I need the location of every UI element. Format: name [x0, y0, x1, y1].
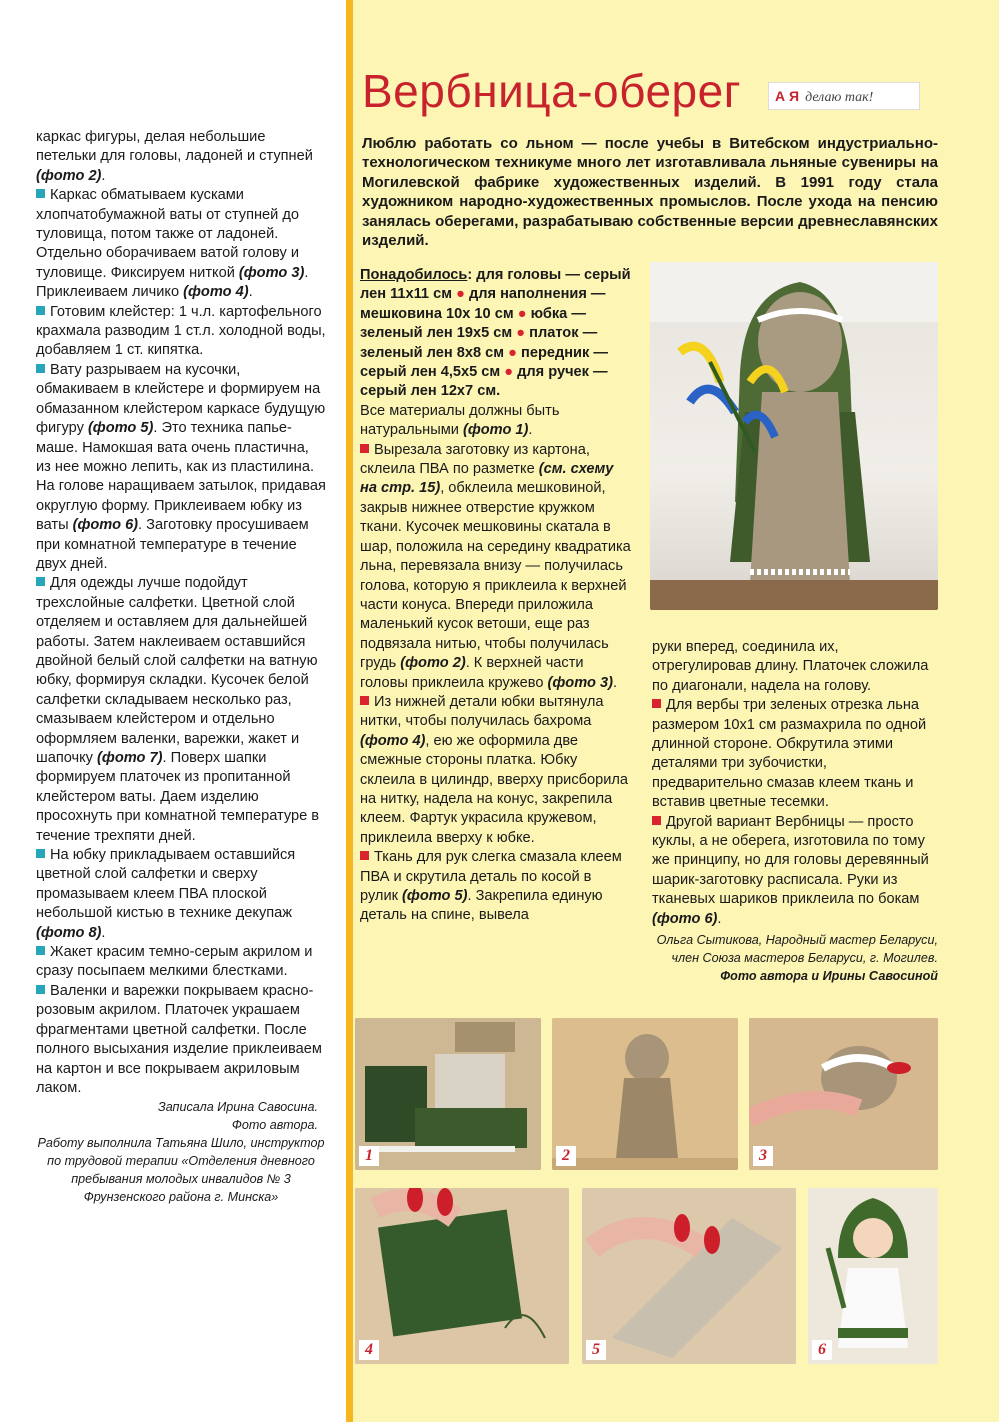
paragraph: руки вперед, соединила их, отрегулировав длину. Платочек сложила по диагонали, надела на голову. [652, 639, 929, 694]
right-column [652, 638, 938, 985]
step-photo-6 [808, 1188, 938, 1364]
step-photo-5 [582, 1188, 796, 1364]
credit-writer: Записала Ирина Савосина. [157, 1100, 318, 1115]
credit-author: Работу выполнила Татьяна Шило, инструктор по трудовой терапии «Отделения дневного пребывания молодых инвалидов № 3 Фрунзенского района г. Минска» [37, 1136, 325, 1205]
photo-number: 1 [359, 1146, 379, 1166]
painted-doll-illustration [808, 1188, 938, 1364]
paragraph: Другой вариант Вербницы — просто куклы, а не оберега, изготовила по тому же принципу, но для головы деревянный шарик-заготовку расписала. Руки из тканевых шариков приклеила по бокам (фото 6). [652, 813, 929, 927]
middle-column [360, 266, 632, 926]
main-doll-photo [650, 262, 938, 610]
paragraph: Жакет красим темно-серым акрилом и сразу посыпаем мелкими блестками. [36, 944, 313, 980]
step-photo-3 [749, 1018, 938, 1170]
bullet-icon [360, 851, 369, 860]
bullet-icon [360, 696, 369, 705]
fabric-pieces-illustration [355, 1018, 541, 1170]
bullet-icon [360, 444, 369, 453]
paragraph: каркас фигуры, делая небольшие петельки для головы, ладоней и ступней (фото 2). [36, 129, 313, 184]
paragraph: Каркас обматываем кусками хлопчатобумажной ваты от ступней до туловища, потом также от ладоней. Отдельно оборачиваем ватой голову и туловище. Фиксируем ниткой (фото 3). Приклеиваем личико (фото 4). [36, 187, 309, 301]
photo-number: 2 [556, 1146, 576, 1166]
paragraph: Ткань для рук слегка смазала клеем ПВА и скрутила деталь по косой в рулик (фото 5). Закрепила единую деталь на спине, вывела [360, 849, 622, 924]
rolled-fabric-illustration [582, 1188, 796, 1364]
bullet-icon [36, 189, 45, 198]
credit-photo: Фото автора. [231, 1118, 318, 1133]
paragraph: Валенки и варежки покрываем красно-розовым акрилом. Платочек украшаем фрагментами цветной салфетки. После полного высыхания изделие приклеиваем на картон и все покрываем акриловым лаком. [36, 982, 322, 1096]
left-column [36, 128, 326, 1206]
step-photo-4 [355, 1188, 569, 1364]
photo-number: 5 [586, 1340, 606, 1360]
article-title: Вербница-оберег [362, 65, 741, 117]
credit-photo: Фото автора и Ирины Савосиной [720, 969, 938, 984]
bullet-icon [36, 577, 45, 586]
fringe-fabric-illustration [355, 1188, 569, 1364]
paragraph: На юбку прикладываем оставшийся цветной слой салфетки и сверху промазываем клеем ПВА плоской небольшой кистью в технике декупаж (фото 8). [36, 847, 296, 941]
doll-illustration [650, 262, 938, 610]
bullet-icon [36, 364, 45, 373]
cone-figure-illustration [552, 1018, 738, 1170]
materials-list: Понадобилось: для головы — серый лен 11х11 см ● для наполнения — мешковина 10х 10 см ● юбка — зеленый лен 19х5 см ● платок — зеленый лен 8х8 см ● передник — серый лен 4,5х5 см ● для ручек — серый лен 12х7 см. [360, 267, 631, 400]
orange-divider [346, 0, 353, 1422]
bullet-icon [36, 946, 45, 955]
bullet-icon [36, 306, 45, 315]
bullet-icon [652, 699, 661, 708]
bullet-icon [36, 849, 45, 858]
credit-author: Ольга Сытикова, Народный мастер Беларуси, член Союза мастеров Беларуси, г. Могилев. [656, 933, 938, 966]
bullet-icon [652, 816, 661, 825]
paragraph: Для одежды лучше подойдут трехслойные салфетки. Цветной слой отделяем и оставляем для дальнейшей работы. Затем наклеиваем оставшийся двойной белый слой салфетки на ватную юбку, формируя складки. Кусочек белой салфетки складываем несколько раз, смазываем клейстером и отдельно оформляем валенки, варежки, жакет и шапочку (фото 7). Поверх шапки формируем платочек из пропитанной клейстером ваты. Даем изделию просохнуть при комнатной температуре в течение трехпяти дней. [36, 575, 320, 844]
paragraph: Готовим клейстер: 1 ч.л. картофельного крахмала разводим 1 ст.л. холодной воды, добавляем 1 ст. кипятка. [36, 303, 326, 359]
paragraph: Из нижней детали юбки вытянула нитки, чтобы получилась бахрома (фото 4), ею же оформила две смежные стороны платка. Юбку склеила в цилиндр, вверху присборила на нитку, надела на конус, закрепила клеем. Фартук украсила кружевом, приклеила вверху к юбке. [360, 693, 629, 846]
paragraph: Вату разрываем на кусочки, обмакиваем в клейстере и формируем на обмазанном клейстером каркасе будущую фигуру (фото 5). Это техника папье-маше. Намокшая вата очень пластична, из нее можно лепить, как из пластилина. На голове наращиваем затылок, придавая округлую форму. Приклеиваем юбку из ваты (фото 6). Заготовку просушиваем при комнатной температуре в течение двух дней. [36, 361, 326, 572]
rubric-tag: А Я делаю так! [768, 82, 920, 110]
step-photo-1 [355, 1018, 541, 1170]
step-photo-2 [552, 1018, 738, 1170]
bullet-icon [36, 985, 45, 994]
paragraph: Вырезала заготовку из картона, склеила ПВА по разметке (см. схему на стр. 15), обклеила мешковиной, закрыв нижнее отверстие кружком ткани. Кусочек мешковины скатала в шар, положила на середину квадратика льна, перевязала внизу — получилась голова, которую я приклеила к верхней части конуса. Впереди приложила маленький кусок ветоши, еще раз подвязала нитью, чтобы получилась грудь (фото 2). К верхней части головы приклеила кружево (фото 3). [360, 441, 631, 691]
lace-head-illustration [749, 1018, 938, 1170]
intro-paragraph: Люблю работать со льном — после учебы в Витебском индустриально-технологическом техникуме много лет изготавливала льняные сувениры на Могилевской фабрике художественных изделий. В 1991 году стала художником народно-художественных промыслов. После ухода на пенсию занялась оберегами, разрабатываю собственные версии древнеславянских изделий. [362, 135, 938, 250]
photo-number: 6 [812, 1340, 832, 1360]
paragraph: Для вербы три зеленых отрезка льна размером 10х1 см размахрила по одной длинной стороне. Обкрутила этими деталями три зубочистки, предварительно смазав клеем ткань и вставив цветные тесемки. [652, 697, 927, 811]
paragraph: Все материалы должны быть натуральными (фото 1). [360, 402, 560, 439]
photo-number: 3 [753, 1146, 773, 1166]
photo-number: 4 [359, 1340, 379, 1360]
